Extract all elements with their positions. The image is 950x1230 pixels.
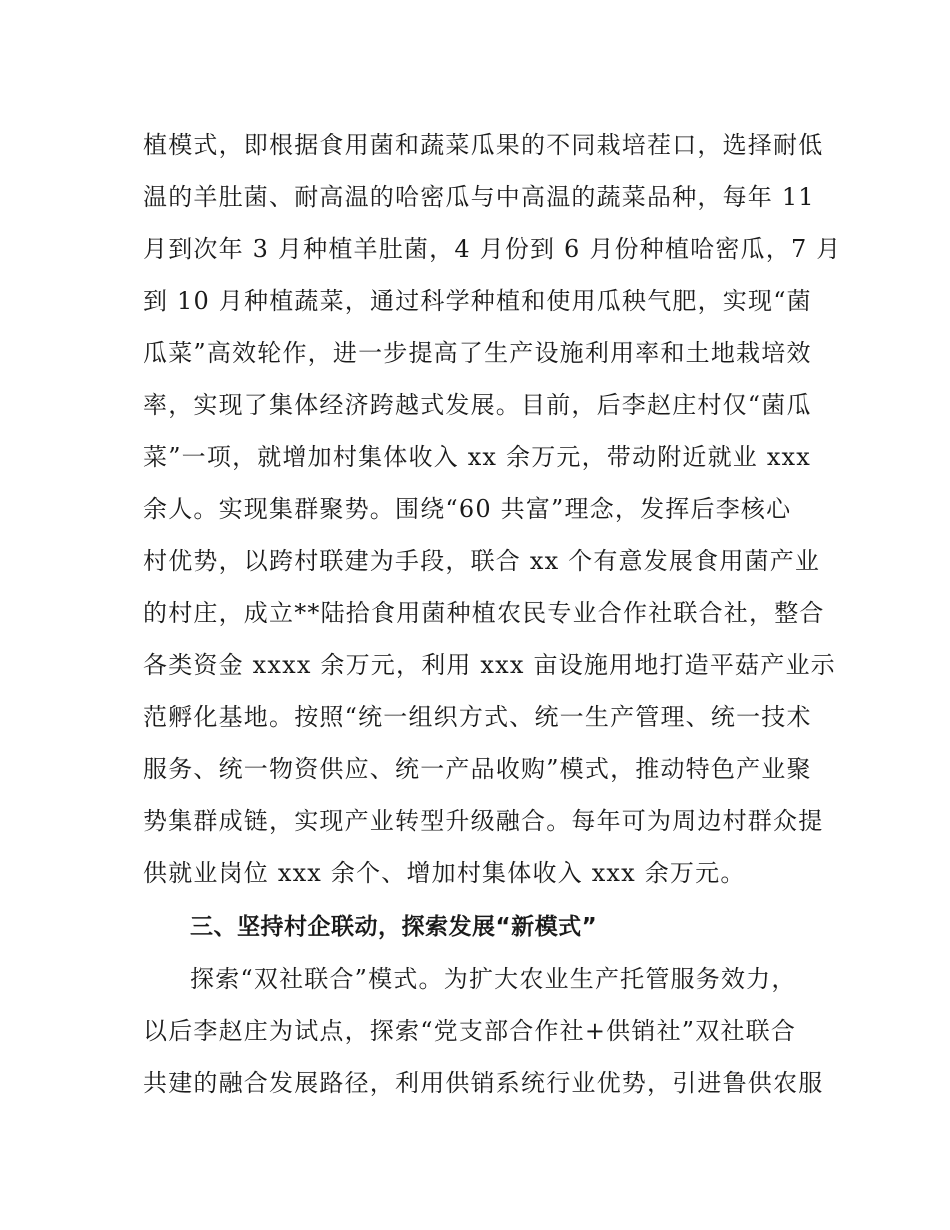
paragraph-line: 到 10 月种植蔬菜，通过科学种植和使用瓜秧气肥，实现“菌 xyxy=(143,287,812,315)
paragraph-line: 植模式，即根据食用菌和蔬菜瓜果的不同栽培茬口，选择耐低 xyxy=(143,131,824,159)
paragraph-line: 以后李赵庄为试点，探索“党支部合作社+供销社”双社联合 xyxy=(143,1017,797,1045)
paragraph-line: 共建的融合发展路径，利用供销系统行业优势，引进鲁供农服 xyxy=(143,1069,824,1097)
paragraph-line: 瓜菜”高效轮作，进一步提高了生产设施利用率和土地栽培效 xyxy=(143,339,812,367)
paragraph-line: 供就业岗位 xxx 余个、增加村集体收入 xxx 余万元。 xyxy=(143,859,746,887)
paragraph-line: 服务、统一物资供应、统一产品收购”模式，推动特色产业聚 xyxy=(143,755,812,783)
paragraph-line: 各类资金 xxxx 余万元，利用 xxx 亩设施用地打造平菇产业示 xyxy=(143,651,836,679)
paragraph-line: 率，实现了集体经济跨越式发展。目前，后李赵庄村仅“菌瓜 xyxy=(143,391,812,419)
paragraph-line: 余人。实现集群聚势。围绕“60 共富”理念，发挥后李核心 xyxy=(143,495,792,523)
section-heading: 三、坚持村企联动，探索发展“新模式” xyxy=(190,914,598,940)
paragraph-line: 温的羊肚菌、耐高温的哈密瓜与中高温的蔬菜品种，每年 11 xyxy=(143,183,815,211)
paragraph-line: 的村庄，成立**陆拾食用菌种植农民专业合作社联合社，整合 xyxy=(143,599,825,627)
paragraph-line: 月到次年 3 月种植羊肚菌，4 月份到 6 月份种植哈密瓜，7 月 xyxy=(143,235,842,263)
paragraph-line: 探索“双社联合”模式。为扩大农业生产托管服务效力， xyxy=(190,965,797,993)
paragraph-line: 势集群成链，实现产业转型升级融合。每年可为周边村群众提 xyxy=(143,807,824,835)
paragraph-line: 范孵化基地。按照“统一组织方式、统一生产管理、统一技术 xyxy=(143,703,812,731)
paragraph-line: 菜”一项，就增加村集体收入 xx 余万元，带动附近就业 xxx xyxy=(143,443,812,471)
paragraph-line: 村优势，以跨村联建为手段，联合 xx 个有意发展食用菌产业 xyxy=(143,547,821,575)
